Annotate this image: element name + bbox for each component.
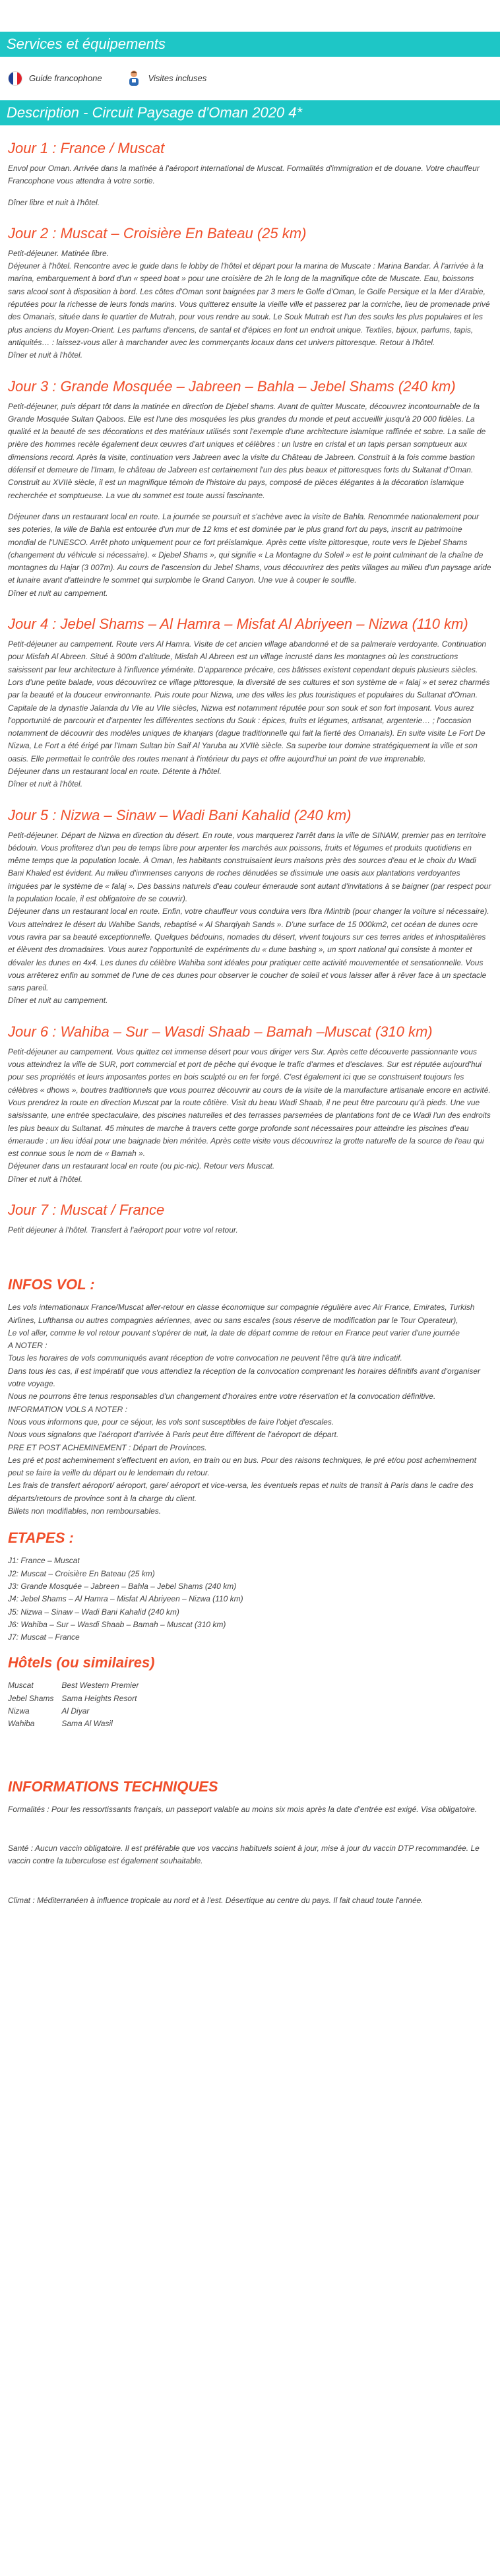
itinerary-days [8, 139, 492, 1237]
day-title: Jour 1 : France / Muscat [8, 140, 165, 156]
stage-item: J5: Nizwa – Sinaw – Wadi Bani Kahalid (240 km) [8, 1607, 179, 1617]
sightseeing-person-icon [126, 70, 142, 87]
technical-info-text [8, 1803, 492, 1907]
itinerary-content [0, 139, 500, 1953]
technical-paragraph: Climat : Méditerranéen à influence tropicale au nord et à l'est. Désertique au centre du pays. Il fait chaud toute l'année. [8, 1895, 423, 1905]
hotel-row [8, 1692, 147, 1705]
flight-info-line: Nous ne pourrons être tenus responsables d'un changement d'horaires entre votre réservation et la convocation définitive. [8, 1392, 436, 1401]
technical-paragraph: Santé : Aucun vaccin obligatoire. Il est préférable que vos vaccins habituels soient à jour, mise à jour du vaccin DTP recommandée. Le vaccin contre la tuberculose est également souhaitable. [8, 1843, 480, 1866]
day-title: Jour 2 : Muscat – Croisière En Bateau (25 km) [8, 224, 307, 242]
hotel-row [8, 1679, 147, 1692]
service-visits-included [126, 70, 207, 87]
stage-item: J7: Muscat – France [8, 1632, 80, 1642]
day-title: Jour 4 : Jebel Shams – Al Hamra – Misfat Al Abriyeen – Nizwa (110 km) [8, 616, 468, 633]
flight-info-text [8, 1301, 492, 1518]
service-french-guide [8, 71, 102, 86]
flight-info-line: PRE ET POST ACHEMINEMENT : Départ de Provinces. [8, 1442, 207, 1452]
service-label: Visites incluses [148, 73, 207, 83]
technical-paragraph: Formalités : Pour les ressortissants français, un passeport valable au moins six mois après la date d'entrée est exigé. Visa obligatoire. [8, 1804, 478, 1814]
day-paragraph: Petit-déjeuner au campement. Vous quittez cet immense désert pour vous diriger vers Sur. Après cette découverte passionnante vous vous atteindrez la ville de SUR, port commercial et port de pêche qui évoque le trafic d'armes et d'esclaves. Sur est réputée aujourd'hui pour ses propriétés et leurs imposantes portes en bois sculpté ou en fer forgé. C'est également ici que se construisent toujours les célèbres « dhows », boutres traditionnels que vous pourrez découvrir au cours de la visite de la manufacture artisanale encore en activité. Vous prendrez la route en direction Muscat par la route côtière. Visit du beau Wadi Shaab, il ne peut être parcouru qu'à pieds. Une vue saisissante, une entrée spectaculaire, des piscines naturelles et des terrasses parsemées de plantations font de ce Wadi l'un des endroits les plus beaux du Sultanat. 45 minutes de marche à travers cette gorge profonde sont nécessaires pour atteindre les piscines d'eau émeraude : un lieu idéal pour une baignade bien méritée. Après cette visite vous découvrirez la grotte naturelle de la source de l'eau qui est connue sous le nom de « Bamah ». Déjeuner dans un restaurant local en route (ou pic-nic). Retour vers Muscat. Dîner et nuit à l'hôtel. [8, 1046, 491, 1184]
technical-info-title: INFORMATIONS TECHNIQUES [8, 1778, 218, 1795]
services-heading: Services et équipements [0, 32, 500, 57]
hotel-row [8, 1718, 147, 1730]
service-label: Guide francophone [29, 73, 102, 83]
stages-list [8, 1555, 492, 1644]
hotel-city: Nizwa [8, 1706, 30, 1716]
stage-item: J4: Jebel Shams – Al Hamra – Misfat Al Abriyeen – Nizwa (110 km) [8, 1594, 243, 1604]
flight-info-line: Les vols internationaux France/Muscat aller-retour en classe économique sur compagnie régulière avec Air France, Emirates, Turkish Airlines, Lufthansa ou autres compagnies aériennes, avec ou sans escales (sous réserve de modification par le Tour Operateur), [8, 1303, 475, 1325]
hotel-name: Sama Al Wasil [61, 1719, 113, 1729]
flight-info-line: Les pré et post acheminement s'effectuent en avion, en train ou en bus. Pour des raisons techniques, le pré et/ou post acheminement peut se faire la veille du départ ou le lendemain du retour. [8, 1455, 477, 1478]
services-list [0, 57, 500, 94]
stages-title: ETAPES : [8, 1530, 74, 1547]
stage-item: J6: Wahiba – Sur – Wasdi Shaab – Bamah – Muscat (310 km) [8, 1619, 226, 1629]
day-paragraph: Petit-déjeuner, puis départ tôt dans la matinée en direction de Djebel shams. Avant de quitter Muscate, découvrez incontournable de la Grande Mosquée Sultan Qaboos. Elle est l'une des mosquées les plus grandes du monde et peut accueillir jusqu'à 20 000 fidèles. La qualité et la beauté de ses décorations et des matériaux utilisés sont l'exemple d'une architecture islamique raffinée et sobre. La salle de prière des hommes recèle également deux œuvres d'art uniques et célèbres : un lustre en cristal et un tapis persan somptueux aux dimensions record. Après la visite, continuation vers Jabreen avec la visite du Château de Jabreen. Construit à la fois comme bastion défensif et demeure de l'Imam, le château de Jabreen est certainement l'un des plus beaux et pittoresques forts du Sultanat d'Oman. Construit au XVIIè siècle, il est un magnifique témoin de l'histoire du pays, composé de pièces élégantes à la décoration islamique recherchée et somptueuse. La vue du sommet est toute aussi fascinante. [8, 401, 486, 500]
day-paragraph: Envol pour Oman. Arrivée dans la matinée à l'aéroport international de Muscat. Formalités d'immigration et de douane. Votre chauffeur Francophone vous attendra à votre sortie. [8, 164, 480, 186]
day-paragraph: Petit-déjeuner. Matinée libre. Déjeuner à l'hôtel. Rencontre avec le guide dans le lobby de l'hôtel et départ pour la marina de Muscate : Marina Bandar. À l'arrivée à la marina, embarquement à bord d'un « speed boat » pour une croisière de 2h le long de la magnifique côte de Muscate. Eau, boissons sans alcool sont à disposition à bord. Les côtes d'Oman sont baignées par 3 mers le Golfe d'Oman, le Golfe Persique et la Mer d'Arabie, réputées pour la richesse de leurs fonds marins. Vous quitterez ensuite la vieille ville et passerez par la corniche, lieu de promenade privé des Omanais, située dans le quartier de Mutrah, pour vous rendre au souk. Le Souk Mutrah est l'un des souks les plus populaires et les plus anciens du Moyen-Orient. Les parfums d'encens, de santal et d'épices en font un endroit unique. Textiles, bijoux, parfums, tapis, antiquités… : laissez-vous aller à marchander avec les commerçants locaux dans cet univers pittoresque. Retour à l'hôtel. Dîner et nuit à l'hôtel. [8, 248, 490, 360]
hotel-city: Muscat [8, 1681, 34, 1690]
description-heading: Description - Circuit Paysage d'Oman 2020 4* [0, 100, 500, 125]
hotels-table [8, 1679, 147, 1730]
day-title: Jour 6 : Wahiba – Sur – Wasdi Shaab – Bamah –Muscat (310 km) [8, 1023, 433, 1040]
flight-info-line: Nous vous informons que, pour ce séjour, les vols sont susceptibles de faire l'objet d'escales. [8, 1417, 334, 1427]
flight-info-line: Dans tous les cas, il est impératif que vous attendiez la réception de la convocation comprenant les horaires définitifs avant d'organiser votre voyage. [8, 1366, 481, 1389]
hotel-city: Jebel Shams [8, 1693, 54, 1703]
french-flag-icon [8, 71, 22, 86]
day-paragraph: Dîner libre et nuit à l'hôtel. [8, 197, 100, 207]
day-title: Jour 5 : Nizwa – Sinaw – Wadi Bani Kahalid (240 km) [8, 806, 352, 823]
hotel-name: Best Western Premier [61, 1681, 139, 1690]
hotel-city: Wahiba [8, 1719, 35, 1729]
flight-info-line: Le vol aller, comme le vol retour pouvant s'opérer de nuit, la date de départ comme de retour en France peut varier d'une journée [8, 1328, 460, 1337]
hotel-name: Al Diyar [61, 1706, 90, 1716]
flight-info-line: A NOTER : [8, 1341, 47, 1351]
day-title: Jour 7 : Muscat / France [8, 1202, 165, 1218]
page [0, 32, 500, 1953]
stage-item: J3: Grande Mosquée – Jabreen – Bahla – Jebel Shams (240 km) [8, 1581, 237, 1591]
hotels-title: Hôtels (ou similaires) [8, 1654, 155, 1671]
flight-info-line: INFORMATION VOLS A NOTER : [8, 1404, 127, 1414]
flight-info-line: Nous vous signalons que l'aéroport d'arrivée à Paris peut être différent de l'aéroport de départ. [8, 1430, 339, 1440]
hotel-name: Sama Heights Resort [61, 1693, 137, 1703]
day-title: Jour 3 : Grande Mosquée – Jabreen – Bahla – Jebel Shams (240 km) [8, 377, 456, 395]
day-paragraph: Déjeuner dans un restaurant local en route. La journée se poursuit et s'achève avec la visite de Bahla. Renommée nationalement pour ses poteries, la ville de Bahla est entourée d'un mur de 12 kms et est dominée par le plus grand fort du pays, inscrit au patrimoine mondial de l'UNESCO. Arrêt photo uniquement pour ce fort préislamique. Après cette visite pittoresque, route vers le Djebel Shams (changement du véhicule si nécessaire). « Djebel Shams », qui signifie « La Montagne du Soleil » est le point culminant de la chaîne de montagnes du Hajar (3 007m). Au cours de l'ascension du Jebel Shams, vous découvrirez des petits villages au milieu d'un paysage aride et lunaire avant d'atteindre le sommet qui surplombe le Grand Canyon. Une vue à couper le souffle. Dîner et nuit au campement. [8, 511, 491, 598]
day-paragraph: Petit déjeuner à l'hôtel. Transfert à l'aéroport pour votre vol retour. [8, 1225, 238, 1235]
stage-item: J1: France – Muscat [8, 1556, 80, 1566]
stage-item: J2: Muscat – Croisière En Bateau (25 km) [8, 1568, 155, 1578]
hotel-row [8, 1705, 147, 1718]
day-paragraph: Petit-déjeuner au campement. Route vers Al Hamra. Visite de cet ancien village abandonné et de sa palmeraie verdoyante. Continuation pour Misfah Al Abreen. Situé à 900m d'altitude, Misfah Al Abreen est un village incrusté dans les montagnes où les constructions saisissent par leur architecture à l'influence yéménite. D'apparence précaire, ces bâtisses existent cependant depuis plusieurs siècles. Lors d'une petite balade, vous découvrirez ce village pittoresque, la diversité de ses cultures et son système de « falaj » et serez charmés par la beauté et la douceur environnante. Puis route pour Nizwa, une des villes les plus touristiques et populaires du Sultanat d'Oman. Capitale de la dynastie Jalanda du VIe au VIIe siècles, Nizwa est notamment réputée pour son souk et son fort imposant. Vous aurez l'opportunité de parcourir et d'arpenter les différentes sections du Souk : épices, fruits et légumes, artisanat, argenterie… ; l'occasion notamment de découvrir des modèles uniques de khanjars (dague traditionnelle qui fait la fierté des Omanais). En suite visite Le Fort De Nizwa, Le Fort a été érigé par l'Imam Sultan bin Saif Al Yaruba au XVIIè siècle. Sa superbe tour domine stratégiquement la ville et son oasis. Elle permettait le contrôle des routes menant à l'intérieur du pays et offre aujourd'hui un point de vue imprenable. Déjeuner dans un restaurant local en route. Détente à l'hôtel. Dîner et nuit à l'hôtel. [8, 639, 490, 789]
flight-info-line: Billets non modifiables, non remboursables. [8, 1506, 162, 1516]
flight-info-line: Les frais de transfert aéroport/ aéroport, gare/ aéroport et vice-versa, les éventuels repas et nuits de transit à Paris dans le cadre des départs/retours de province sont à la charge du client. [8, 1481, 474, 1503]
flight-info-line: Tous les horaires de vols communiqués avant réception de votre convocation ne peuvent l'être qu'à titre indicatif. [8, 1353, 402, 1363]
flight-info-title: INFOS VOL : [8, 1276, 95, 1293]
day-paragraph: Petit-déjeuner. Départ de Nizwa en direction du désert. En route, vous marquerez l'arrêt dans la ville de SINAW, premier pas en territoire bédouin. Vous profiterez d'un peu de temps libre pour arpenter les marchés aux poissons, fruits et légumes et produits quotidiens en même temps que la population locale. À Oman, les habitants construisaient leurs maisons près des sources d'eau et le choix du Wadi Bani Khaled est évident. Au milieu d'immenses canyons de roches dénudées se dissimule une oasis aux plantations verdoyantes irriguées par le système de « falaj ». Des bassins naturels d'eau couleur émeraude sont autant d'invitations à se baigner (par respect pour la population locale, il est obligatoire de se couvrir). Déjeuner dans un restaurant local en route. Enfin, votre chauffeur vous conduira vers Ibra /Mintrib (pour changer la voiture si nécessaire). Vous atteindrez le désert du Wahibe Sands, rebaptisé « Al Sharqiyah Sands ». D'une surface de 15 000km2, cet océan de dunes ocre vous ravira par sa beauté exceptionnelle. Quelques bédouins, nomades du désert, vivent toujours sur ces terres arides et inhospitalières et élèvent des dromadaires. Vous aurez l'opportunité de expériments du « dune bashing », un sport national qui consiste à monter et dévaler les dunes en 4x4. Les dunes du célèbre Wahiba sont idéales pour pratiquer cette activité mouvementée et sensationnelle. Vous vous arrêterez enfin au sommet de l'une de ces dunes pour observer le coucher de soleil et vous laisser aller à rêver face à un spectacle sans pareil. Dîner et nuit au campement. [8, 830, 491, 1006]
